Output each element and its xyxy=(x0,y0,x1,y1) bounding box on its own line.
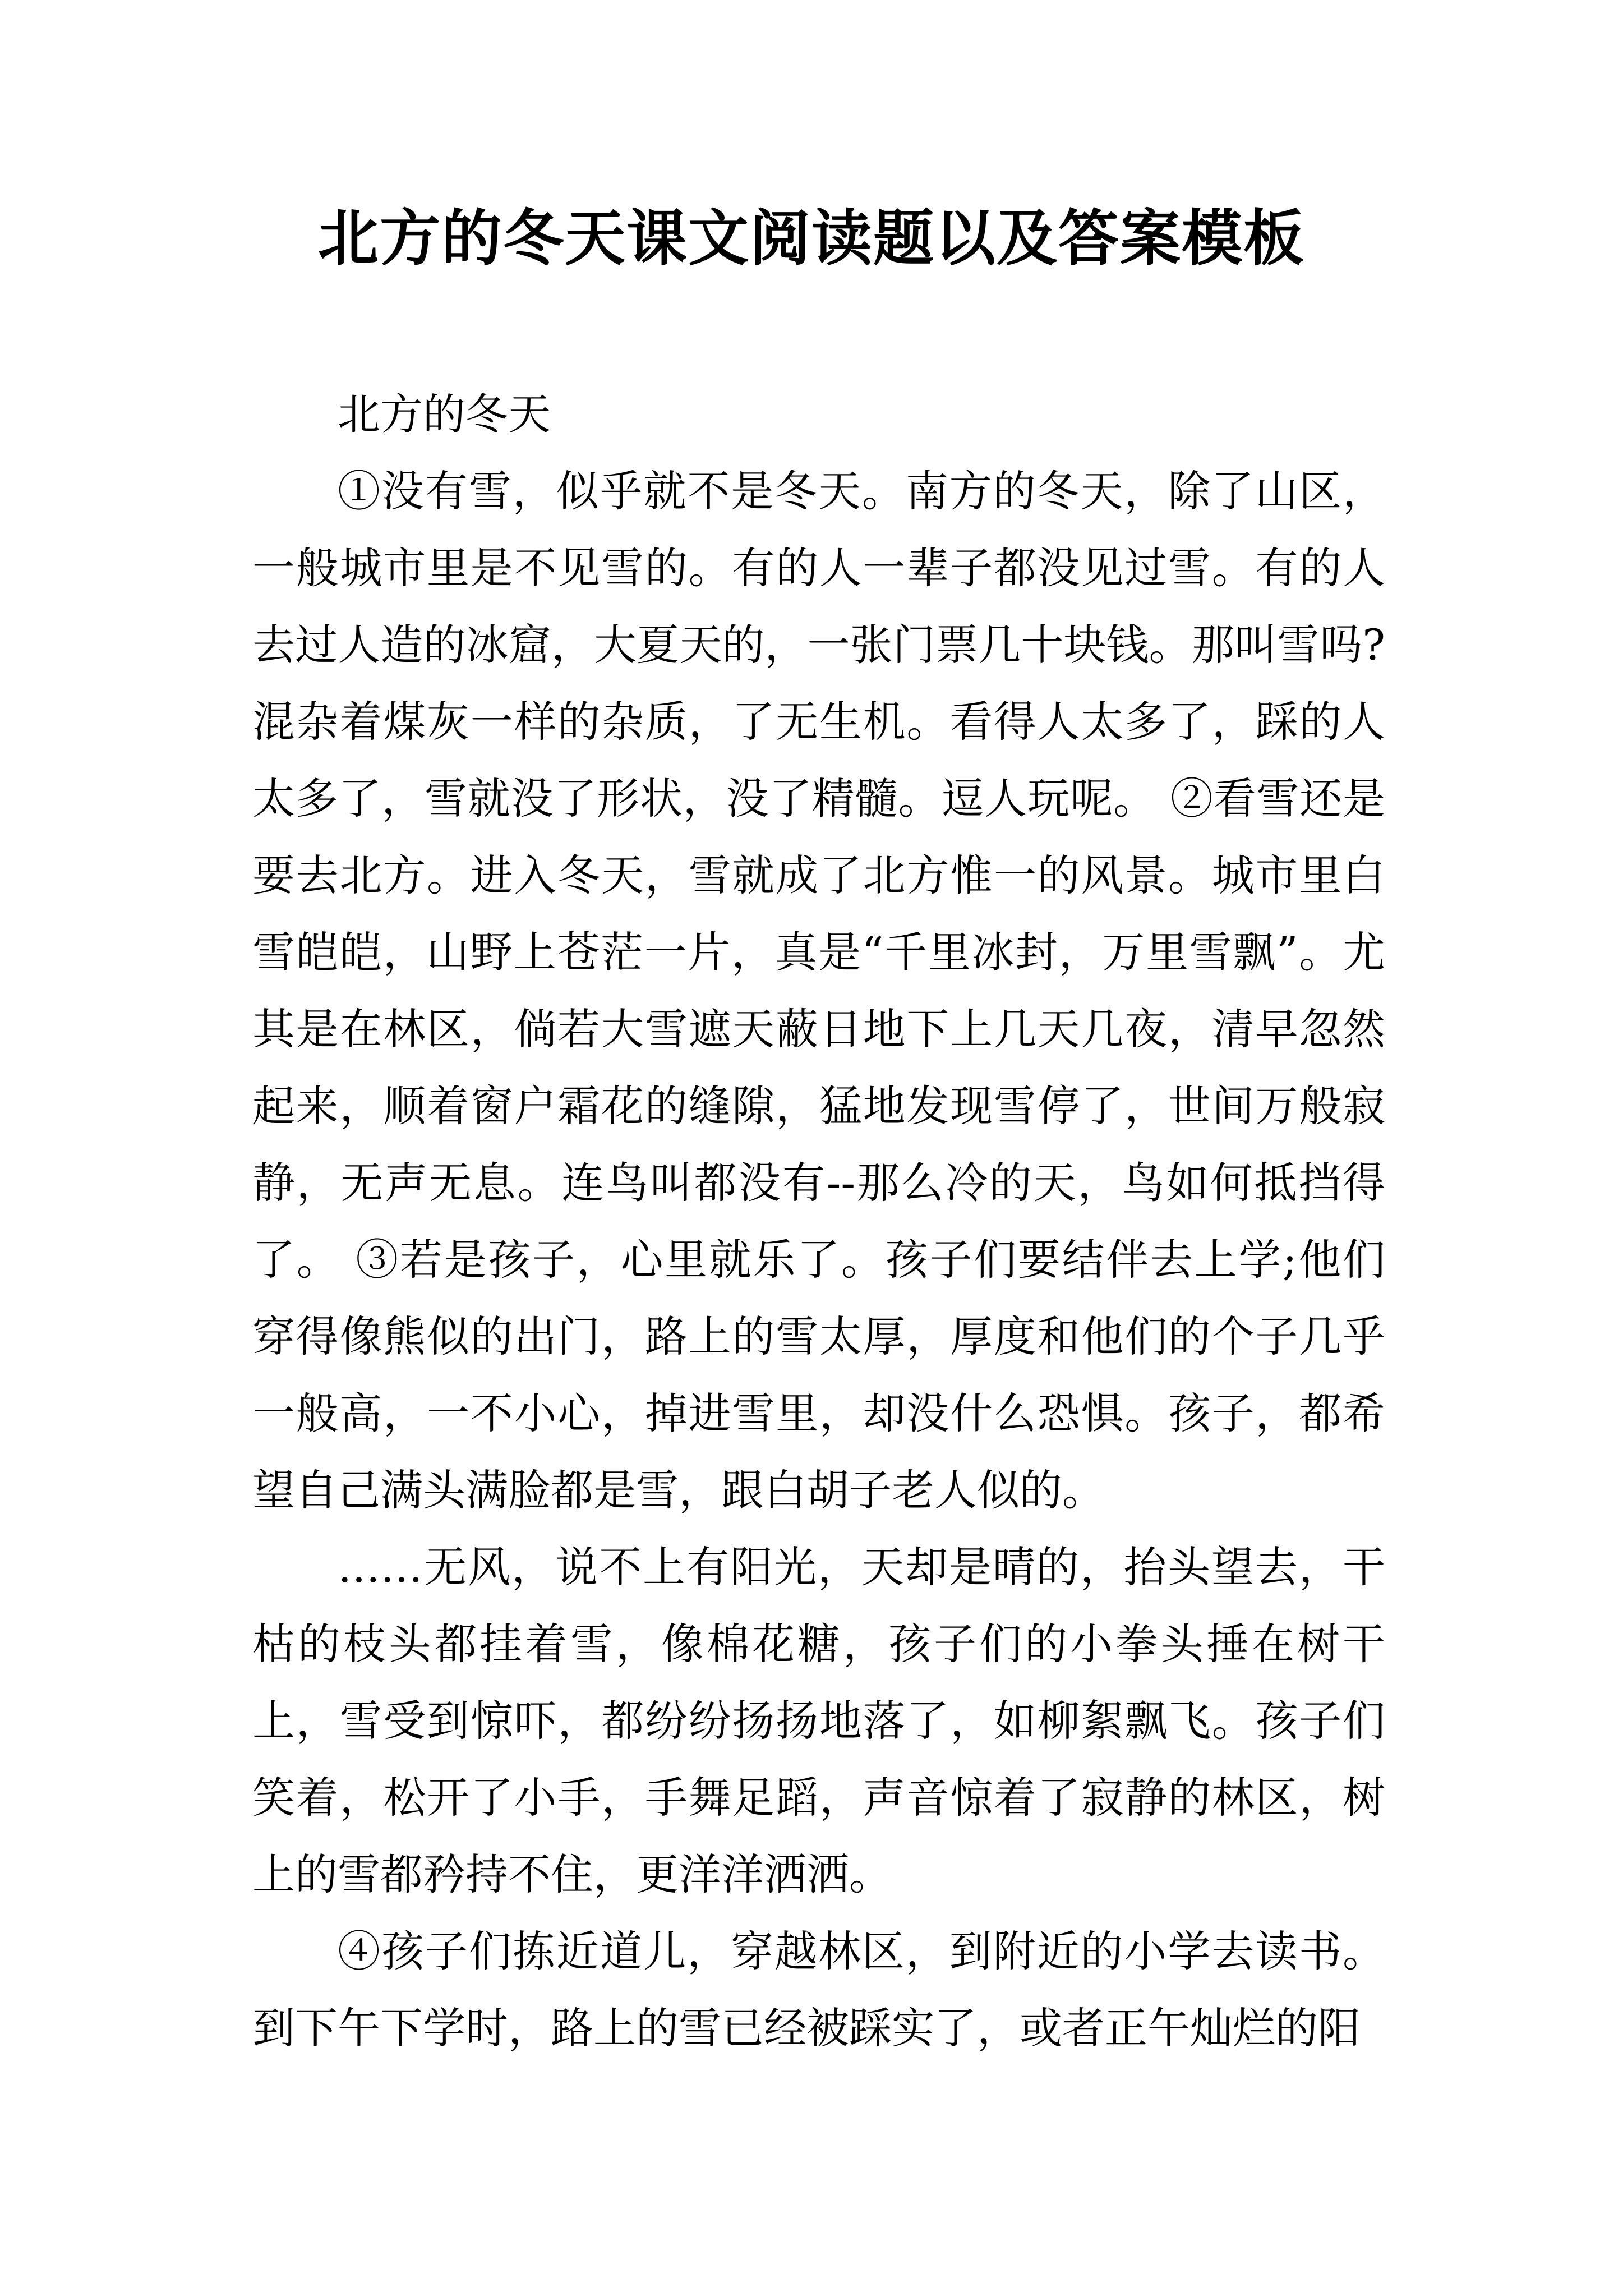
body-paragraph: ①没有雪，似乎就不是冬天。南方的冬天，除了山区，一般城市里是不见雪的。有的人一辈子都没见过雪。有的人去过人造的冰窟，大夏天的，一张门票几十块钱。那叫雪吗?混杂着煤灰一样的杂质，了无生机。看得人太多了，踩的人太多了，雪就没了形状，没了精髓。逗人玩呢。 ②看雪还是要去北方。进入冬天，雪就成了北方惟一的风景。城市里白雪皑皑，山野上苍茫一片，真是“千里冰封，万里雪飘”。尤其是在林区，倘若大雪遮天蔽日地下上几天几夜，清早忽然起来，顺着窗户霜花的缝隙，猛地发现雪停了，世间万般寂静，无声无息。连鸟叫都没有--那么冷的天，鸟如何抵挡得了。 ③若是孩子，心里就乐了。孩子们要结伴去上学;他们穿得像熊似的出门，路上的雪太厚，厚度和他们的个子几乎一般高，一不小心，掉进雪里，却没什么恐惧。孩子，都希望自己满头满脸都是雪，跟白胡子老人似的。 xyxy=(252,466,1385,1515)
body-paragraph: ④孩子们拣近道儿，穿越林区，到附近的小学去读书。到下午下学时，路上的雪已经被踩实了，或者正午灿烂的阳 xyxy=(252,1926,1385,2053)
subtitle-paragraph: 北方的冬天 xyxy=(338,389,551,439)
document-title: 北方的冬天课文阅读题以及答案模板 xyxy=(317,203,1305,274)
body-paragraph: ……无风，说不上有阳光，天却是晴的，抬头望去，干枯的枝头都挂着雪，像棉花糖，孩子们的小拳头捶在树干上，雪受到惊吓，都纷纷扬扬地落了，如柳絮飘飞。孩子们笑着，松开了小手，手舞足蹈，声音惊着了寂静的林区，树上的雪都矜持不住，更洋洋洒洒。 xyxy=(252,1542,1385,1899)
document-body xyxy=(252,376,1385,2067)
